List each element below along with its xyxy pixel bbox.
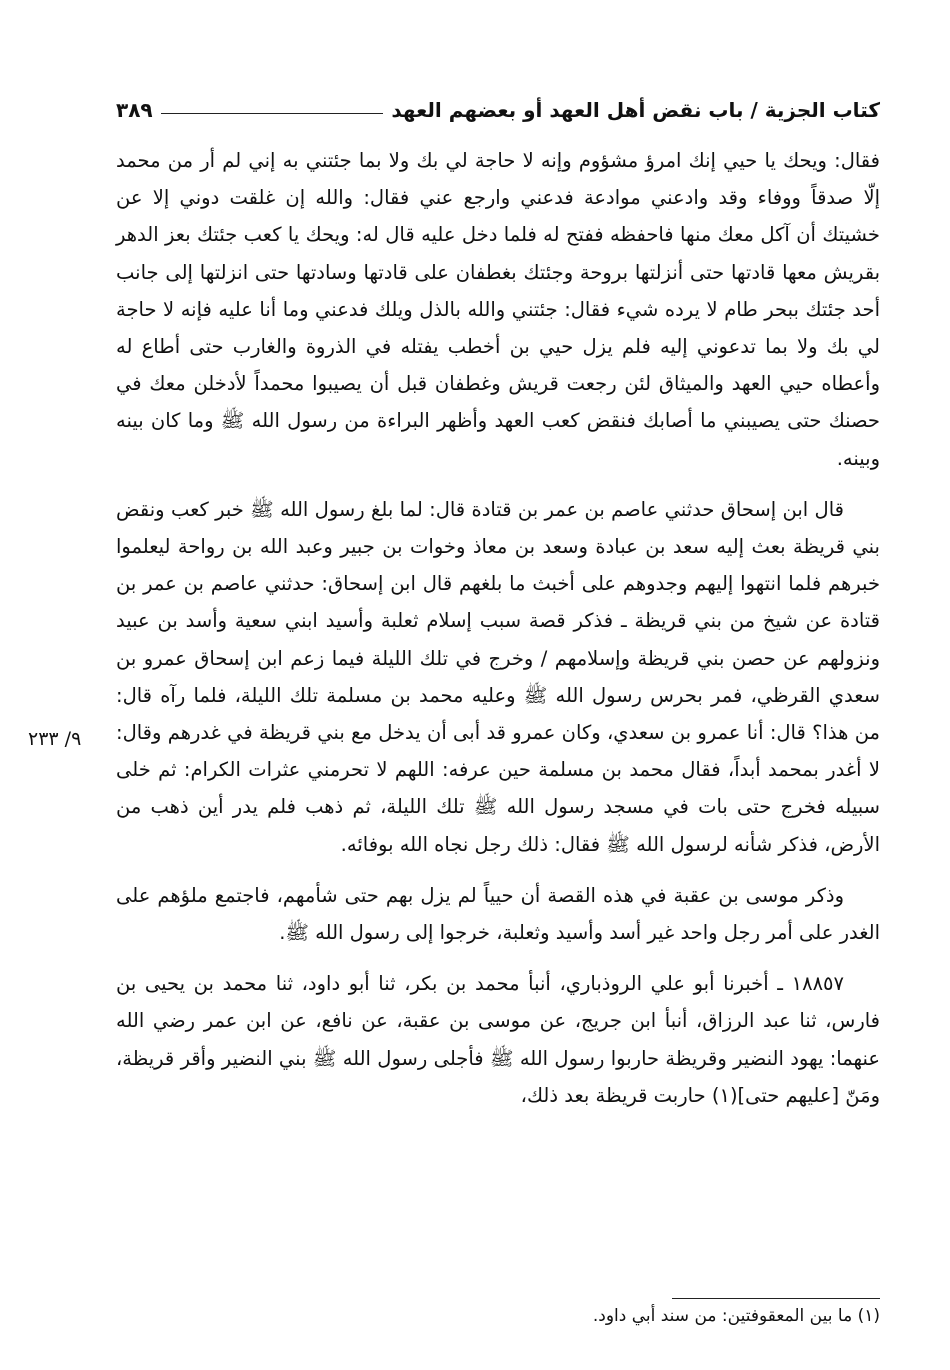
header-rule [161,113,384,114]
paragraph-3: وذكر موسى بن عقبة في هذه القصة أن حيياً لم يزل بهم حتى شأمهم، فاجتمع ملؤهم على الغدر على أمر رجل واحد غير أسد وأسيد وثعلبة، خرجوا إلى رسول الله ﷺ. [116,883,880,945]
paragraph-2: قال ابن إسحاق حدثني عاصم بن عمر بن قتادة قال: لما بلغ رسول الله ﷺ خبر كعب ونقض بني قريظة بعث إليه سعد بن عبادة وسعد بن معاذ وخوات بن جبير وعبد الله بن رواحة ليعلموا خبرهم فلما انتهوا إليهم وجدوهم على أخبث ما بلغهم قال ابن إسحاق: حدثني عاصم بن عمر بن قتادة عن شيخ من بني قريظة ـ فذكر قصة سبب إسلام ثعلبة وأسيد ابني سعية وأسد بن عبيد ونزولهم عن حصن بني قريظة وإسلامهم / وخرج في تلك الليلة فيما زعم ابن إسحاق عمرو بن سعدي القرظي، فمر بحرس رسول الله ﷺ وعليه محمد بن مسلمة تلك الليلة، فلما رآه قال: من هذا؟ قال: أنا عمرو بن سعدي، وكان عمرو قد أبى أن يدخل مع بني قريظة في غدرهم وقال: لا أغدر بمحمد أبداً، فقال محمد بن مسلمة حين عرفه: اللهم لا تحرمني عثرات الكرام: ثم خلى سبيله فخرج حتى بات في مسجد رسول الله ﷺ تلك الليلة، ثم ذهب فلم يدر أين ذهب من الأرض، فذكر شأنه لرسول الله ﷺ فقال: ذلك رجل نجاه الله بوفائه. [116,497,880,856]
paragraph-4: ١٨٨٥٧ ـ أخبرنا أبو علي الروذباري، أنبأ محمد بن بكر، ثنا أبو داود، ثنا محمد بن يحيى بن فارس، ثنا عبد الرزاق، أنبأ ابن جريج، عن موسى بن عقبة، عن نافع، عن ابن عمر رضي الله عنهما: يهود النضير وقريظة حاربوا رسول الله ﷺ فأجلى رسول الله ﷺ بني النضير وأقر قريظة، ومَنّ [عليهم حتى](١) حاربت قريظة بعد ذلك، [116,972,880,1107]
margin-volume-marker: ٩/ ٢٣٣ [28,728,82,750]
paragraph-1: فقال: ويحك يا حيي إنك امرؤ مشؤوم وإنه لا حاجة لي بك ولا بما جئتني به إني لم أر من محمد إلّا صدقاً ووفاء وقد وادعني موادعة فدعني وارجع عني فقال: والله إن غلقت دوني إلا عن خشيتك أن آكل معك منها فاحفظه ففتح له فلما دخل عليه قال له: ويحك يا كعب جئتك بعز الدهر بقريش معها قادتها حتى أنزلتها بروحة وجئتك بغطفان على قادتها وسادتها حتى انزلتها إلى جانب أحد جئتك ببحر طام لا يرده شيء فقال: جئتني والله بالذل ويلك فدعني وما أنا عليه فإنه لا حاجة لي بك ولا بما تدعوني إليه فلم يزل حيي بن أخطب يفتله في الذروة والغارب حتى أطاع له وأعطاه حيي العهد والميثاق لئن رجعت قريش وغطفان قبل أن يصيبوا محمداً لأدخلن معك في حصنك حتى يصيبني ما أصابك فنقض كعب العهد وأظهر البراءة من رسول الله ﷺ وما كان بينه وبينه. [116,149,880,470]
footnote-rule [672,1298,880,1299]
chapter-title: كتاب الجزية / باب نقض أهل العهد أو بعضهم العهد [391,98,880,122]
page-number: ٣٨٩ [116,98,153,122]
running-header [116,86,880,122]
main-text [116,142,880,1128]
footnote: (١) ما بين المعقوفتين: من سند أبي داود. [592,1306,880,1326]
